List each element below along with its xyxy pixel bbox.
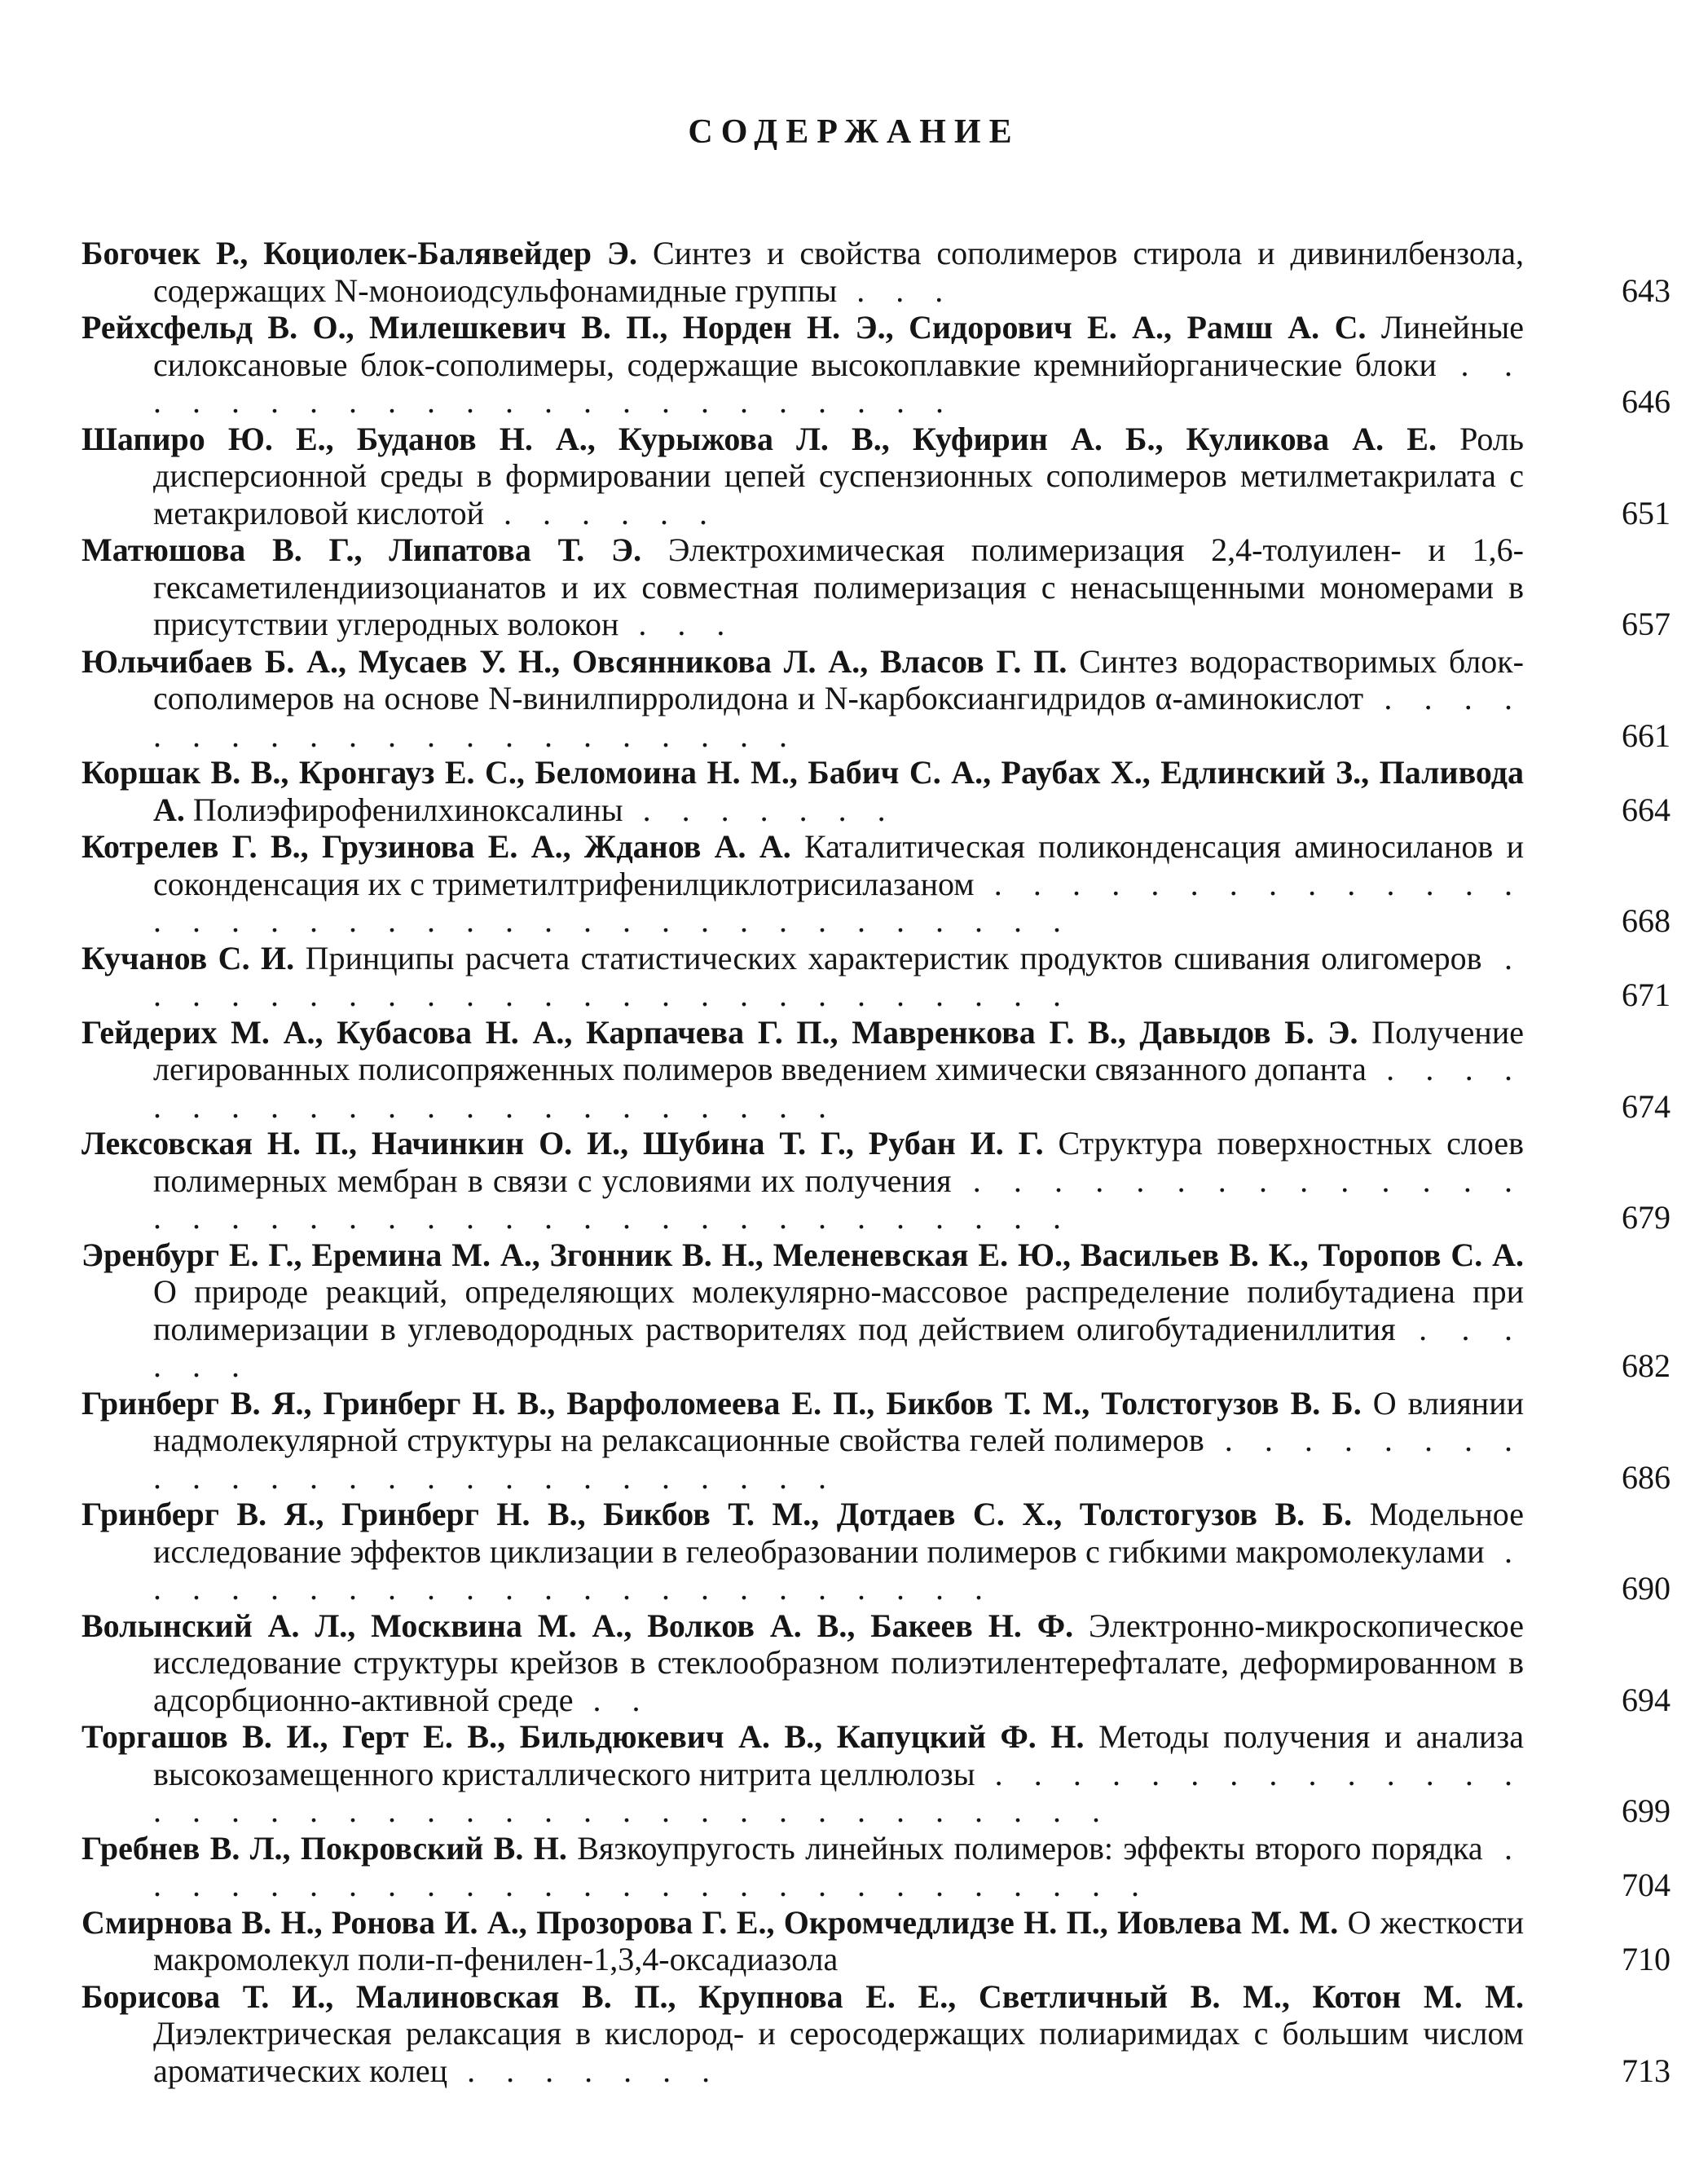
dot-leader: . . . . . . . . . . . . . . . . . . . . . . . . . . . <box>153 1829 1525 1903</box>
entry-title: О влиянии надмолекулярной структуры на релаксационные свойства гелей полимеров <box>153 1384 1525 1458</box>
toc-entry <box>81 754 1671 828</box>
entry-page-number: 682 <box>1622 1347 1671 1384</box>
entry-authors: Эренбург Е. Г., Еремина М. А., Згонник В. Н., Меленевская Е. Ю., Васильев В. К., Торопов С. А. <box>81 1236 1524 1273</box>
dot-leader: . . . <box>837 271 955 309</box>
entry-authors: Гребнев В. Л., Покровский В. Н. <box>81 1829 567 1867</box>
toc-entry <box>81 1830 1671 1904</box>
entry-page-number: 651 <box>1622 494 1671 531</box>
entry-title: Полиэфирофенилхиноксалины <box>192 791 623 828</box>
entry-title: Каталитическая поликонденсация аминосиланов и соконденсация их с триметилтрифенилциклотрисилазаном <box>153 828 1525 902</box>
entry-title: Методы получения и анализа высокозамещенного кристаллического нитрита целлюлозы <box>153 1718 1524 1792</box>
entry-authors: Шапиро Ю. Е., Буданов Н. А., Курыжова Л. В., Куфирин А. Б., Куликова А. Е. <box>81 420 1437 457</box>
entry-page-number: 664 <box>1622 791 1671 828</box>
entry-authors: Гейдерих М. А., Кубасова Н. А., Карпачева Г. П., Мавренкова Г. В., Давыдов Б. Э. <box>81 1013 1358 1051</box>
dot-leader: . . . . . . . . . . . . . . . . . . . . . . . . . . . . . . . . . . . . . . <box>153 1162 1525 1236</box>
entry-title: О природе реакций, определяющих молекулярно-массовое распределение полибутадиена при полимеризации в углеводородных растворителях под действием олигобутадиениллития <box>153 1273 1524 1347</box>
entry-authors: Волынский А. Л., Москвина М. А., Волков А. В., Бакеев Н. Ф. <box>81 1607 1074 1644</box>
entry-page-number: 674 <box>1622 1087 1671 1125</box>
dot-leader: . . . . . . . . . . . . . . . . . . . . . . . <box>153 1532 1525 1607</box>
entry-title: Электрохимическая полимеризация 2,4-толуилен- и 1,6-гексаметилендиизоцианатов и их совместная полимеризация с ненасыщенными мономерами в присутствии углеродных волокон <box>153 531 1524 642</box>
dot-leader: . . . . . . . <box>623 791 897 828</box>
toc-entry <box>81 1014 1671 1126</box>
entry-authors: Рейхсфельд В. О., Милешкевич В. П., Норден Н. Э., Сидорович Е. А., Рамш А. С. <box>81 309 1367 346</box>
entry-authors: Богочек Р., Коциолек-Балявейдер Э. <box>81 235 638 271</box>
toc-entry <box>81 421 1671 532</box>
entry-page-number: 679 <box>1622 1199 1671 1236</box>
entry-title: Модельное исследование эффектов циклизации в гелеобразовании полимеров с гибкими макромолекулами <box>153 1496 1525 1570</box>
entry-page-number: 671 <box>1622 976 1671 1013</box>
entry-title: Принципы расчета статистических характеристик продуктов сшивания олигомеров <box>305 939 1482 976</box>
dot-leader: . . . . . . . . . . . . . . . . . . . . . . . . . . <box>153 1422 1524 1496</box>
entry-page-number: 686 <box>1622 1458 1671 1496</box>
toc-entry <box>81 1385 1671 1497</box>
toc-entry <box>81 1978 1671 2090</box>
entry-page-number: 694 <box>1622 1681 1671 1718</box>
entry-authors: Гринберг В. Я., Гринберг Н. В., Бикбов Т. М., Дотдаев С. Х., Толстогузов В. Б. <box>81 1496 1353 1532</box>
entry-title: Линейные силоксановые блок-сополимеры, содержащие высокоплавкие кремнийорганические блоки <box>153 309 1524 383</box>
entry-page-number: 661 <box>1622 716 1671 754</box>
dot-leader: . . . . . . . . . . . . . . . . . . . . . . . <box>153 346 1524 420</box>
dot-leader: . . . . . . . . . . . . . . . . . . . . . . . . . . . . . . . . . . . . . . <box>153 865 1525 939</box>
toc-entry <box>81 1904 1671 1978</box>
entry-title: Роль дисперсионной среды в формировании цепей суспензионных сополимеров метилметакрилата с метакриловой кислотой <box>153 420 1525 531</box>
toc-entry <box>81 1607 1671 1719</box>
entry-authors: Лексовская Н. П., Начинкин О. И., Шубина Т. Г., Рубан И. Г. <box>81 1125 1044 1162</box>
entry-authors: Гринберг В. Я., Гринберг Н. В., Варфоломеева Е. П., Бикбов Т. М., Толстогузов В. Б. <box>81 1384 1362 1422</box>
entry-page-number: 643 <box>1622 271 1671 309</box>
dot-leader: . . . . . . . . . . . . . . . . . . . . . . . . . . . . . . . . . . . . . . . <box>153 1755 1525 1829</box>
page-title: СОДЕРЖАНИЕ <box>688 113 1020 151</box>
entry-title: Получение легированных полисопряженных полимеров введением химически связанного допанта <box>153 1013 1524 1087</box>
dot-leader: . . . <box>618 606 737 642</box>
entry-page-number: 710 <box>1622 1941 1671 1977</box>
toc-entry <box>81 1718 1671 1830</box>
toc-entry <box>81 940 1671 1014</box>
entry-authors: Матюшова В. Г., Липатова Т. Э. <box>81 531 642 568</box>
entry-authors: Смирнова В. Н., Ронова И. А., Прозорова Г. Е., Окромчедлидзе Н. П., Иовлева М. М. <box>81 1903 1339 1941</box>
dot-leader: . . <box>573 1681 652 1718</box>
entry-title: Электронно-микроскопическое исследование структуры крейзов в стеклообразном полиэтилентерефталате, деформированном в адсорбционно-активной среде <box>153 1607 1524 1718</box>
toc-entry <box>81 643 1671 755</box>
toc-entry <box>81 1125 1671 1236</box>
toc-entry <box>81 531 1671 643</box>
entry-title: Диэлектрическая релаксация в кислород- и серосодержащих полиаримидах с большим числом ароматических колец <box>153 2015 1524 2089</box>
entry-title: О жесткости макромолекул поли-п-фенилен-1,3,4-оксадиазола <box>153 1903 1524 1977</box>
toc-entry <box>81 1496 1671 1607</box>
entry-page-number: 657 <box>1622 606 1671 642</box>
entry-authors: Борисова Т. И., Малиновская В. П., Крупнова Е. Е., Светличный В. М., Котон М. М. <box>81 1977 1524 2015</box>
entry-title: Вязкоупругость линейных полимеров: эффекты второго порядка <box>577 1829 1483 1867</box>
dot-leader: . . . . . . . . . . . . . . . . . . . . . . <box>153 1051 1524 1125</box>
toc-entry <box>81 309 1671 421</box>
dot-leader: . . . . . . . . . . . . . . . . . . . . . <box>153 680 1524 754</box>
entry-page-number: 699 <box>1622 1792 1671 1829</box>
entry-authors: Котрелев Г. В., Грузинова Е. А., Жданов А. А. <box>81 828 791 865</box>
entry-page-number: 713 <box>1622 2052 1671 2089</box>
entry-title: Синтез и свойства сополимеров стирола и дивинилбензола, содержащих N-моноиодсульфонамидные группы <box>153 235 1525 309</box>
dot-leader: . . . . . . . . . . . . . . . . . . . . . . . . . <box>153 939 1525 1013</box>
toc-entry <box>81 235 1671 309</box>
entry-authors: Коршак В. В., Кронгауз Е. С., Беломоина Н. М., Бабич С. А., Раубах Х., Едлинский З., Паливода А. <box>81 754 1524 828</box>
entry-authors: Кучанов С. И. <box>81 939 295 976</box>
dot-leader: . . . . . . <box>153 1310 1525 1384</box>
dot-leader: . . . . . . <box>484 494 719 531</box>
entry-page-number: 704 <box>1622 1867 1671 1903</box>
dot-leader: . . . . . . . <box>447 2052 722 2089</box>
toc-entry <box>81 1236 1671 1385</box>
entry-title: Структура поверхностных слоев полимерных мембран в связи с условиями их получения <box>153 1125 1525 1199</box>
entry-page-number: 690 <box>1622 1570 1671 1607</box>
entry-page-number: 646 <box>1622 383 1671 420</box>
entry-authors: Торгашов В. И., Герт Е. В., Бильдюкевич А. В., Капуцкий Ф. Н. <box>81 1718 1085 1755</box>
toc-entry <box>81 828 1671 940</box>
entry-page-number: 668 <box>1622 902 1671 939</box>
entry-title: Синтез водорастворимых блок-сополимеров на основе N-винилпирролидона и N-карбоксиангидридов α-аминокислот <box>153 642 1524 716</box>
table-of-contents <box>81 235 1671 2089</box>
entry-authors: Юльчибаев Б. А., Мусаев У. Н., Овсянникова Л. А., Власов Г. П. <box>81 642 1068 680</box>
